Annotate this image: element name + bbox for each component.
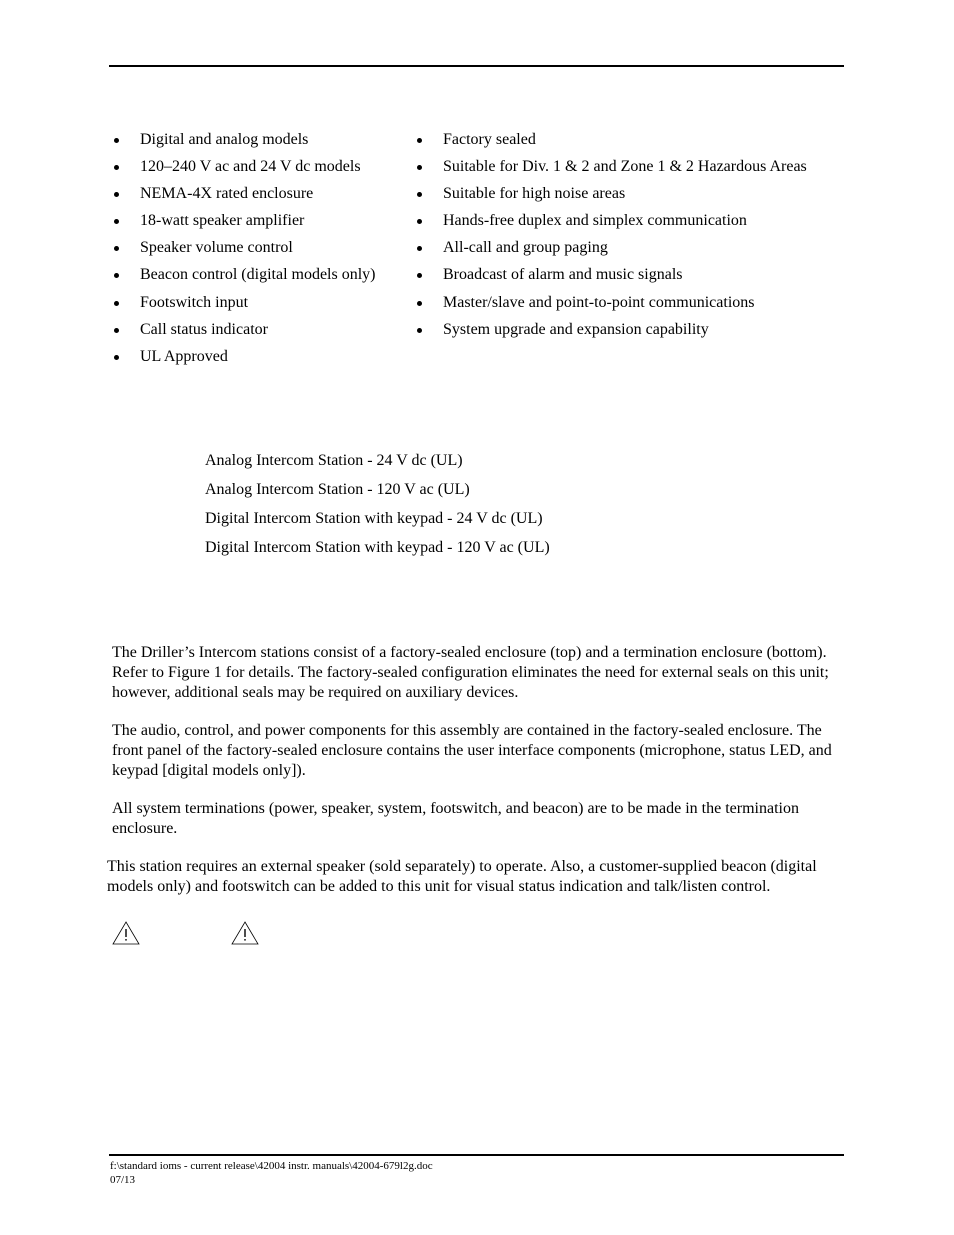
feature-item: Call status indicator: [112, 319, 412, 346]
feature-item: NEMA-4X rated enclosure: [112, 183, 412, 210]
bullet-icon: [417, 273, 422, 278]
bullet-icon: [417, 246, 422, 251]
bullet-icon: [417, 219, 422, 224]
bullet-icon: [417, 192, 422, 197]
feature-item: Speaker volume control: [112, 237, 412, 264]
feature-item: Beacon control (digital models only): [112, 264, 412, 291]
bullet-icon: [114, 301, 119, 306]
feature-item: Hands-free duplex and simplex communication: [415, 210, 850, 237]
bullet-icon: [114, 246, 119, 251]
bullet-icon: [114, 192, 119, 197]
model-item: Analog Intercom Station - 24 V dc (UL): [205, 452, 463, 469]
footer-file-path: f:\standard ioms - current release\42004 instr. manuals\42004-679l2g.doc: [110, 1160, 433, 1172]
bullet-icon: [114, 328, 119, 333]
bullet-icon: [114, 219, 119, 224]
feature-item: Suitable for high noise areas: [415, 183, 850, 210]
model-item: Analog Intercom Station - 120 V ac (UL): [205, 481, 470, 498]
model-item: Digital Intercom Station with keypad - 24 V dc (UL): [205, 510, 543, 527]
bullet-icon: [114, 273, 119, 278]
description-paragraph: All system terminations (power, speaker, system, footswitch, and beacon) are to be made in the termination enclosure.: [112, 800, 799, 837]
bullet-icon: [417, 165, 422, 170]
bullet-icon: [114, 355, 119, 360]
feature-item: Suitable for Div. 1 & 2 and Zone 1 & 2 Hazardous Areas: [415, 156, 850, 183]
page-footer: [110, 1159, 433, 1187]
warning-triangle-icon: [112, 921, 140, 945]
description-paragraph: This station requires an external speaker (sold separately) to operate. Also, a customer-supplied beacon (digital models only) and footswitch can be added to this unit for visual status indication and talk/listen control.: [107, 858, 817, 895]
feature-item: 18-watt speaker amplifier: [112, 210, 412, 237]
bullet-icon: [417, 328, 422, 333]
bullet-icon: [114, 138, 119, 143]
model-item: Digital Intercom Station with keypad - 120 V ac (UL): [205, 539, 550, 556]
feature-item: System upgrade and expansion capability: [415, 319, 850, 346]
feature-item: 120–240 V ac and 24 V dc models: [112, 156, 412, 183]
model-list: [205, 450, 550, 566]
description-paragraph: The audio, control, and power components for this assembly are contained in the factory-sealed enclosure. The front panel of the factory-sealed enclosure contains the user interface components (microphone, status LED, and keypad [digital models only]).: [112, 722, 832, 779]
feature-list-right: [415, 129, 850, 346]
bullet-icon: [114, 165, 119, 170]
bullet-icon: [417, 138, 422, 143]
warning-triangle-icon: [231, 921, 259, 945]
feature-item: Factory sealed: [415, 129, 850, 156]
bullet-icon: [417, 301, 422, 306]
feature-item: Digital and analog models: [112, 129, 412, 156]
footer-date: 07/13: [110, 1174, 136, 1186]
feature-item: Broadcast of alarm and music signals: [415, 264, 850, 291]
feature-item: Footswitch input: [112, 292, 412, 319]
footer-rule: [109, 1154, 844, 1156]
description-paragraph: The Driller’s Intercom stations consist of a factory-sealed enclosure (top) and a termination enclosure (bottom). Refer to Figure 1 for details. The factory-sealed configuration eliminates the need for external seals on this unit; however, additional seals may be required on auxiliary devices.: [112, 644, 829, 701]
feature-item: Master/slave and point-to-point communications: [415, 292, 850, 319]
feature-list-left: [112, 129, 412, 373]
feature-item: UL Approved: [112, 346, 412, 373]
feature-item: All-call and group paging: [415, 237, 850, 264]
header-rule: [109, 65, 844, 67]
